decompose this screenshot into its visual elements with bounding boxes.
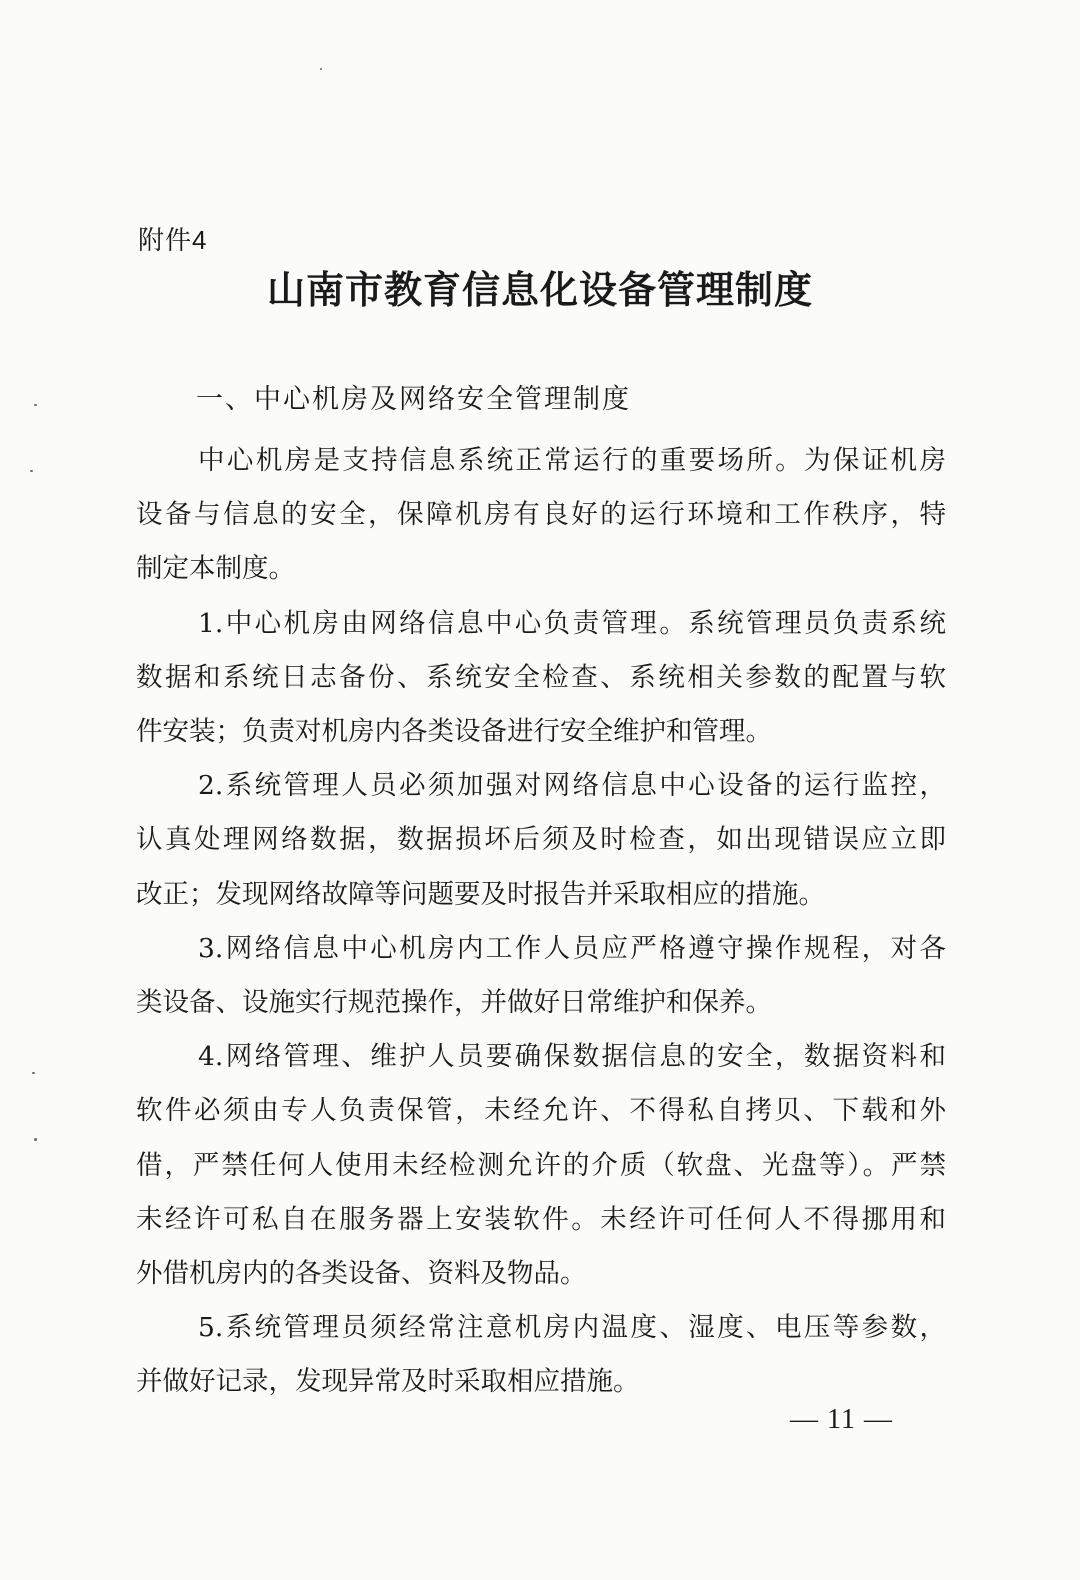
scan-speck — [34, 404, 37, 406]
page-number: — 11 — — [790, 1404, 893, 1435]
paragraph-line: 借，严禁任何人使用未经检测允许的介质（软盘、光盘等）。严禁 — [136, 1149, 946, 1181]
attachment-label: 附件4 — [138, 225, 208, 255]
paragraph-line: 件安装；负责对机房内各类设备进行安全维护和管理。 — [136, 716, 772, 748]
paragraph-item-2 — [136, 759, 946, 922]
paragraph-line: 未经许可私自在服务器上安装软件。未经许可任何人不得挪用和 — [136, 1203, 946, 1235]
paragraph-line: 4.网络管理、维护人员要确保数据信息的安全，数据资料和 — [198, 1041, 946, 1073]
paragraph-line: 3.网络信息中心机房内工作人员应严格遵守操作规程，对各 — [198, 932, 946, 964]
paragraph-item-4 — [136, 1030, 946, 1301]
paragraph-line: 5.系统管理员须经常注意机房内温度、湿度、电压等参数， — [198, 1312, 946, 1344]
paragraph-line: 中心机房是支持信息系统正常运行的重要场所。为保证机房 — [198, 445, 946, 476]
paragraph-line: 1.中心机房由网络信息中心负责管理。系统管理员负责系统 — [198, 607, 946, 639]
section-heading: 一、中心机房及网络安全管理制度 — [196, 384, 631, 415]
scan-speck — [30, 470, 33, 472]
paragraph-line: 软件必须由专人负责保管，未经允许、不得私自拷贝、下载和外 — [136, 1095, 946, 1127]
paragraph-line: 数据和系统日志备份、系统安全检查、系统相关参数的配置与软 — [136, 661, 946, 693]
paragraph-line: 外借机房内的各类设备、资料及物品。 — [136, 1258, 587, 1290]
paragraph-item-5 — [136, 1301, 946, 1409]
document-title: 山南市教育信息化设备管理制度 — [266, 268, 813, 312]
paragraph-intro — [136, 434, 946, 597]
scan-speck — [320, 68, 322, 70]
paragraph-line: 并做好记录，发现异常及时采取相应措施。 — [136, 1366, 640, 1398]
paragraph-item-1 — [136, 597, 946, 760]
paragraph-line: 制定本制度。 — [136, 553, 295, 585]
paragraph-line: 改正；发现网络故障等问题要及时报告并采取相应的措施。 — [136, 878, 825, 910]
scan-speck — [32, 1072, 35, 1074]
scan-speck — [34, 1138, 37, 1141]
paragraph-line: 认真处理网络数据，数据损坏后须及时检查，如出现错误应立即 — [136, 824, 946, 856]
paragraph-line: 设备与信息的安全，保障机房有良好的运行环境和工作秩序，特 — [136, 499, 946, 531]
document-body — [136, 434, 946, 1410]
paragraph-line: 2.系统管理人员必须加强对网络信息中心设备的运行监控， — [198, 770, 946, 802]
paragraph-item-3 — [136, 922, 946, 1030]
paragraph-line: 类设备、设施实行规范操作，并做好日常维护和保养。 — [136, 987, 772, 1019]
